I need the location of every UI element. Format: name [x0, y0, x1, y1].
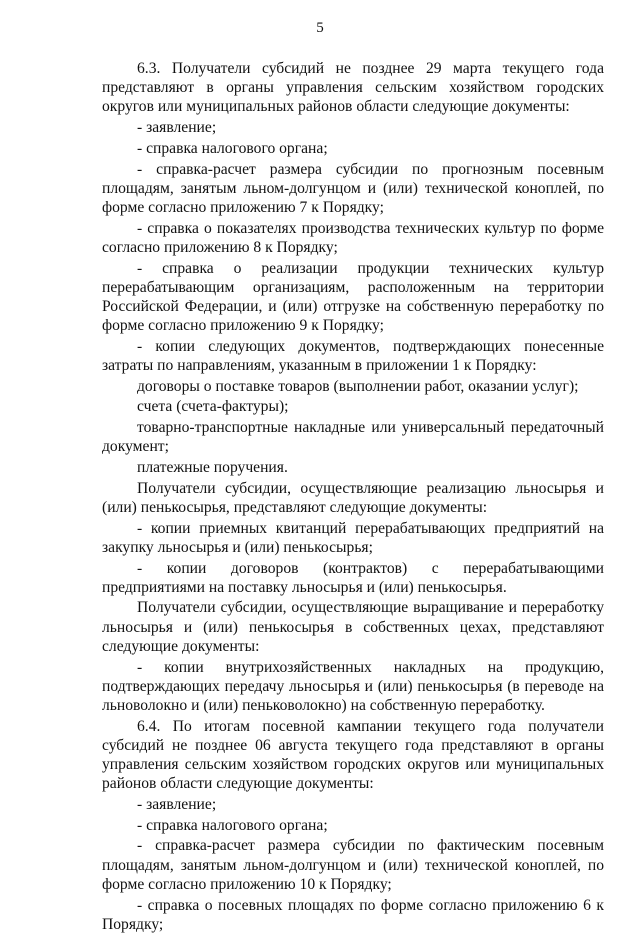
list-item-application: - заявление;: [137, 119, 217, 137]
list-item-tax-certificate-2: - справка налогового органа;: [137, 816, 328, 834]
paragraph-sellers: Получатели субсидии, осуществляющие реализацию льносырья и (или) пенькосырья, представляют следующие документы:: [102, 479, 604, 516]
list-item-tax-certificate: - справка налогового органа;: [137, 139, 328, 157]
list-item-forecast-calculation: - справка-расчет размера субсидии по прогнозным посевным площадям, занятым льном-долгунцом и (или) технической коноплей, по форме согласно приложению 7 к Порядку;: [102, 160, 604, 216]
list-item-contracts: - копии договоров (контрактов) с перерабатывающими предприятиями на поставку льносырья и (или) пенькосырья.: [102, 559, 604, 596]
list-item-supply-contracts: договоры о поставке товаров (выполнении работ, оказании услуг);: [137, 377, 579, 395]
page-number: 5: [316, 20, 324, 36]
paragraph-own-processing: Получатели субсидии, осуществляющие выращивание и переработку льносырья и (или) пенькосырья в собственных цехах, представляют следующие документы:: [102, 599, 604, 655]
paragraph-6-3-intro: 6.3. Получатели субсидий не позднее 29 марта текущего года представляют в органы управления сельским хозяйством городских округов или муниципальных районов области следующие документы:: [102, 60, 604, 116]
list-item-sown-area: - справка о посевных площадях по форме согласно приложению 6 к Порядку;: [102, 896, 604, 933]
document-body: [102, 59, 604, 935]
list-item-cost-documents: - копии следующих документов, подтверждающих понесенные затраты по направлениям, указанным в приложении 1 к Порядку:: [102, 337, 604, 375]
list-item-application-2: - заявление;: [137, 796, 217, 814]
list-item-actual-calculation: - справка-расчет размера субсидии по фактическим посевным площадям, занятым льном-долгунцом и (или) технической коноплей, по форме согласно приложению 10 к Порядку;: [102, 837, 604, 893]
list-item-receipts: - копии приемных квитанций перерабатывающих предприятий на закупку льносырья и (или) пенькосырья;: [102, 519, 604, 556]
paragraph-6-4-intro: 6.4. По итогам посевной кампании текущего года получатели субсидий не позднее 06 августа текущего года представляют в органы управления сельским хозяйством городских округов или муниципальных районов области следующие документы:: [102, 717, 604, 793]
list-item-internal-waybills: - копии внутрихозяйственных накладных на продукцию, подтверждающих передачу льносырья и (или) пенькосырья (в переводе на льноволокно и (или) пеньковолокно) на собственную переработку.: [102, 658, 604, 714]
list-item-payment-orders: платежные поручения.: [137, 459, 288, 477]
list-item-waybills: товарно-транспортные накладные или универсальный передаточный документ;: [102, 419, 604, 456]
list-item-invoices: счета (счета-фактуры);: [137, 398, 289, 416]
list-item-production-indicators: - справка о показателях производства технических культур по форме согласно приложению 8 к Порядку;: [102, 219, 604, 256]
list-item-sales-certificate: - справка о реализации продукции технических культур перерабатывающим организациям, расположенным на территории Российской Федерации, и (или) отгрузке на собственную переработку по форме согласно приложению 9 к Порядку;: [102, 259, 604, 335]
